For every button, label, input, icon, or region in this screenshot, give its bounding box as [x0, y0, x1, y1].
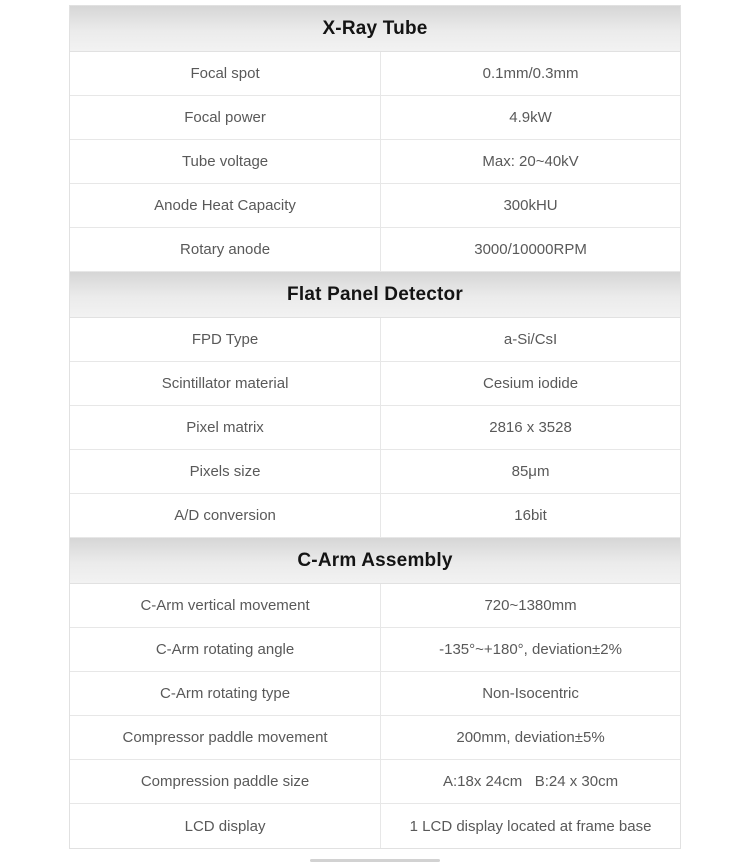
spec-value: A:18x 24cm B:24 x 30cm: [443, 773, 619, 790]
spec-label: Compression paddle size: [70, 760, 381, 803]
spec-value: 3000/10000RPM: [474, 241, 587, 258]
table-row: [70, 494, 680, 538]
spec-value: 300kHU: [503, 197, 558, 214]
spec-value: 2816 x 3528: [489, 419, 572, 436]
spec-label: C-Arm rotating type: [70, 672, 381, 715]
spec-label: Compressor paddle movement: [70, 716, 381, 759]
specification-table: [69, 5, 681, 849]
table-row: [70, 318, 680, 362]
spec-label: Rotary anode: [70, 228, 381, 271]
bottom-indicator: [310, 859, 440, 862]
table-row: [70, 228, 680, 272]
spec-value: Max: 20~40kV: [482, 153, 579, 170]
spec-value: 720~1380mm: [484, 597, 577, 614]
section-header-c-arm-assembly: C-Arm Assembly: [70, 538, 680, 584]
spec-label: Scintillator material: [70, 362, 381, 405]
spec-value: Cesium iodide: [483, 375, 579, 392]
spec-value: 1 LCD display located at frame base: [409, 817, 652, 835]
spec-value: 4.9kW: [509, 109, 552, 126]
table-row: [70, 804, 680, 848]
table-row: [70, 52, 680, 96]
spec-label: Focal spot: [70, 52, 381, 95]
spec-value: 85μm: [511, 463, 550, 480]
table-row: [70, 672, 680, 716]
spec-label: C-Arm vertical movement: [70, 584, 381, 627]
table-row: [70, 140, 680, 184]
section-header-flat-panel-detector: Flat Panel Detector: [70, 272, 680, 318]
spec-value: 16bit: [514, 507, 547, 524]
spec-label: Pixels size: [70, 450, 381, 493]
table-row: [70, 362, 680, 406]
table-row: [70, 450, 680, 494]
table-row: [70, 406, 680, 450]
spec-label: Pixel matrix: [70, 406, 381, 449]
spec-value: 0.1mm/0.3mm: [482, 65, 579, 82]
table-row: [70, 96, 680, 140]
spec-label: Tube voltage: [70, 140, 381, 183]
table-row: [70, 184, 680, 228]
spec-value: -135°~+180°, deviation±2%: [439, 641, 622, 658]
table-row: [70, 760, 680, 804]
table-row: [70, 584, 680, 628]
table-row: [70, 628, 680, 672]
spec-label: Anode Heat Capacity: [70, 184, 381, 227]
spec-label: FPD Type: [70, 318, 381, 361]
spec-label: Focal power: [70, 96, 381, 139]
table-row: [70, 716, 680, 760]
spec-label: LCD display: [70, 804, 381, 848]
spec-label: A/D conversion: [70, 494, 381, 537]
spec-value: Non-Isocentric: [482, 685, 579, 702]
spec-value: a-Si/CsI: [503, 331, 558, 348]
spec-label: C-Arm rotating angle: [70, 628, 381, 671]
section-header-xray-tube: X-Ray Tube: [70, 6, 680, 52]
spec-value: 200mm, deviation±5%: [456, 729, 605, 746]
